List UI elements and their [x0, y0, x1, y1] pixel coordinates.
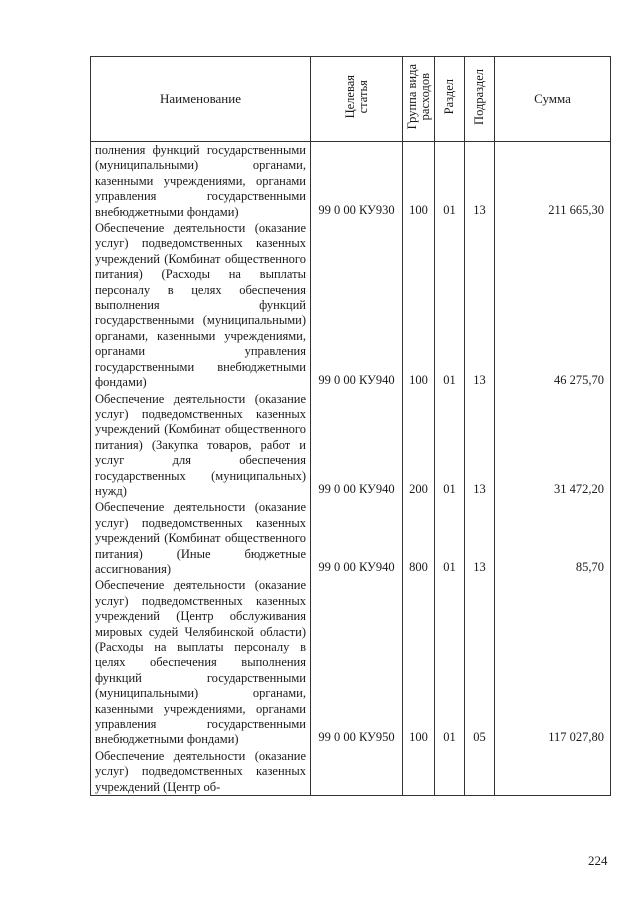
row-name: Обеспечение деятельности (оказание услуг) подведомственных казенных учреждений (Центр об-: [91, 748, 311, 796]
row-section: 01: [435, 142, 465, 221]
row-section: 01: [435, 391, 465, 500]
table-row: [91, 499, 611, 577]
header-expense-group: Группа вида расходов: [403, 57, 435, 142]
budget-table: [90, 56, 611, 796]
row-section: 01: [435, 577, 465, 747]
table-row: [91, 142, 611, 221]
header-section: Раздел: [435, 57, 465, 142]
row-name: Обеспечение деятельности (оказание услуг) подведомственных казенных учреждений (Комбинат общественного питания) (Расходы на выплаты персоналу в целях обеспечения выполнения функций государственными (муниципальными) органами, казенными учреждениями, органами управления государственными внебюджетными фондами): [91, 220, 311, 390]
row-name: Обеспечение деятельности (оказание услуг) подведомственных казенных учреждений (Комбинат общественного питания) (Иные бюджетные ассигнования): [91, 499, 311, 577]
row-amount: 31 472,20: [495, 391, 611, 500]
table-row: [91, 577, 611, 747]
row-expense-group: 100: [403, 142, 435, 221]
header-target-article: Целевая статья: [311, 57, 403, 142]
row-amount: 85,70: [495, 499, 611, 577]
row-name: Обеспечение деятельности (оказание услуг) подведомственных казенных учреждений (Комбинат общественного питания) (Закупка товаров, работ и услуг для обеспечения государственных (муниципальных) нужд): [91, 391, 311, 500]
row-amount: 46 275,70: [495, 220, 611, 390]
header-amount: Сумма: [495, 57, 611, 142]
row-name: полнения функций государственными (муниципальными) органами, казенными учреждениями, органами управления государственными внебюджетными фондами): [91, 142, 311, 221]
row-target-article: [311, 748, 403, 796]
row-amount: [495, 748, 611, 796]
row-target-article: 99 0 00 КУ940: [311, 391, 403, 500]
row-subsection: [465, 748, 495, 796]
table-row: [91, 220, 611, 390]
row-amount: 211 665,30: [495, 142, 611, 221]
row-amount: 117 027,80: [495, 577, 611, 747]
row-target-article: 99 0 00 КУ940: [311, 220, 403, 390]
row-subsection: 13: [465, 499, 495, 577]
row-section: 01: [435, 220, 465, 390]
table-row: [91, 748, 611, 796]
row-target-article: 99 0 00 КУ930: [311, 142, 403, 221]
row-section: 01: [435, 499, 465, 577]
row-subsection: 13: [465, 220, 495, 390]
row-expense-group: 200: [403, 391, 435, 500]
row-expense-group: [403, 748, 435, 796]
row-subsection: 05: [465, 577, 495, 747]
page-number: 224: [588, 853, 608, 868]
row-name: Обеспечение деятельности (оказание услуг) подведомственных казенных учреждений (Центр обслуживания мировых судей Челябинской области) (Расходы на выплаты персоналу в целях обеспечения выполнения функций государственными (муниципальными) органами, казенными учреждениями, органами управления государственными внебюджетными фондами): [91, 577, 311, 747]
header-name: Наименование: [91, 57, 311, 142]
header-subsection: Подраздел: [465, 57, 495, 142]
row-subsection: 13: [465, 391, 495, 500]
row-expense-group: 800: [403, 499, 435, 577]
table-header: [91, 57, 611, 142]
row-target-article: 99 0 00 КУ940: [311, 499, 403, 577]
row-target-article: 99 0 00 КУ950: [311, 577, 403, 747]
row-section: [435, 748, 465, 796]
table-row: [91, 391, 611, 500]
row-subsection: 13: [465, 142, 495, 221]
row-expense-group: 100: [403, 577, 435, 747]
row-expense-group: 100: [403, 220, 435, 390]
